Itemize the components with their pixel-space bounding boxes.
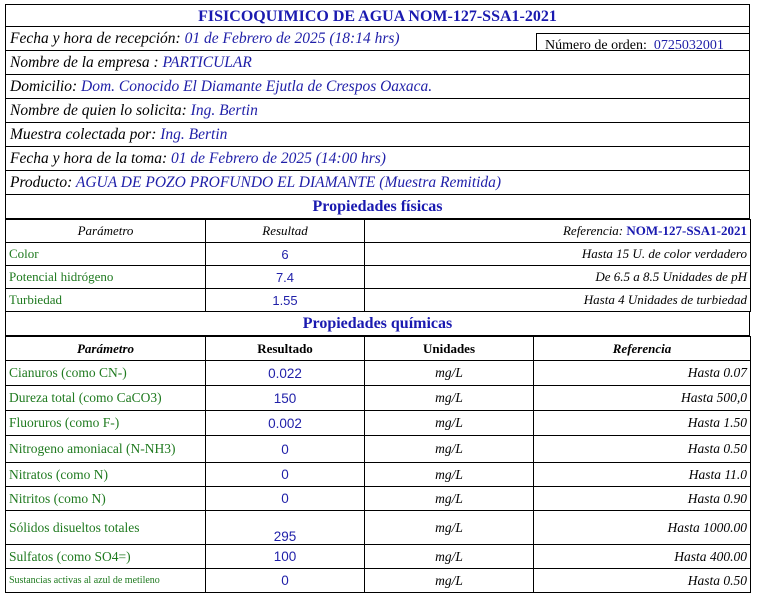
- param-result: 1.55: [206, 289, 365, 312]
- col-referencia: Referencia: [534, 337, 751, 361]
- param-result: 0: [206, 463, 365, 487]
- param-unit: mg/L: [365, 487, 534, 511]
- param-name: Nitritos (como N): [6, 487, 206, 511]
- reception-row: [5, 27, 750, 51]
- param-result: 150: [206, 386, 365, 411]
- param-unit: mg/L: [365, 361, 534, 386]
- param-name: Potencial hidrógeno: [6, 266, 206, 289]
- requester-label: Nombre de quien lo solicita:: [10, 102, 187, 119]
- param-unit: mg/L: [365, 511, 534, 545]
- company-value: PARTICULAR: [162, 54, 252, 71]
- col-unidades: Unidades: [365, 337, 534, 361]
- param-name: Color: [6, 243, 206, 266]
- referencia-label: Referencia:: [562, 223, 624, 238]
- company-row: [5, 51, 750, 75]
- param-result: 0.022: [206, 361, 365, 386]
- reception-label: Fecha y hora de recepción:: [10, 30, 181, 47]
- param-name: Cianuros (como CN-): [6, 361, 206, 386]
- param-reference: Hasta 4 Unidades de turbiedad: [365, 289, 751, 312]
- order-number: 0725032001: [653, 38, 724, 53]
- param-reference: Hasta 400.00: [534, 545, 751, 569]
- param-result: 295: [206, 511, 365, 545]
- referencia-norm: NOM-127-SSA1-2021: [626, 223, 747, 238]
- table-row: [6, 361, 751, 386]
- param-unit: mg/L: [365, 411, 534, 436]
- param-result: 100: [206, 545, 365, 569]
- param-unit: mg/L: [365, 569, 534, 593]
- physical-table: [5, 219, 751, 312]
- product-label: Producto:: [10, 174, 73, 191]
- chemical-rows: [6, 361, 751, 593]
- sampling-row: [5, 147, 750, 171]
- chemical-header-row: [6, 337, 751, 361]
- table-row: [6, 266, 751, 289]
- param-reference: Hasta 15 U. de color verdadero: [365, 243, 751, 266]
- table-row: [6, 411, 751, 436]
- param-reference: Hasta 11.0: [534, 463, 751, 487]
- param-name: Nitratos (como N): [6, 463, 206, 487]
- sampling-value: 01 de Febrero de 2025 (14:00 hrs): [171, 150, 386, 167]
- physical-header-row: [6, 220, 751, 243]
- param-result: 0: [206, 436, 365, 463]
- param-reference: Hasta 0.07: [534, 361, 751, 386]
- param-unit: mg/L: [365, 436, 534, 463]
- param-reference: Hasta 500,0: [534, 386, 751, 411]
- col-parametro: Parámetro: [6, 337, 206, 361]
- param-name: Turbiedad: [6, 289, 206, 312]
- param-reference: Hasta 0.90: [534, 487, 751, 511]
- table-row: [6, 243, 751, 266]
- reception-value: 01 de Febrero de 2025 (18:14 hrs): [184, 30, 400, 47]
- col-resultado: Resultad: [206, 220, 365, 243]
- collector-value: Ing. Bertin: [160, 126, 228, 143]
- param-name: Dureza total (como CaCO3): [6, 386, 206, 411]
- table-row: [6, 511, 751, 545]
- param-result: 0: [206, 487, 365, 511]
- col-parametro: Parámetro: [6, 220, 206, 243]
- chemical-table: [5, 336, 751, 593]
- param-result: 7.4: [206, 266, 365, 289]
- table-row: [6, 463, 751, 487]
- param-result: 0.002: [206, 411, 365, 436]
- col-resultado: Resultado: [206, 337, 365, 361]
- table-row: [6, 487, 751, 511]
- param-name: Sólidos disueltos totales: [6, 511, 206, 545]
- param-name: Fluoruros (como F-): [6, 411, 206, 436]
- param-name: Nitrogeno amoniacal (N-NH3): [6, 436, 206, 463]
- product-row: [5, 171, 750, 195]
- address-row: [5, 75, 750, 99]
- table-row: [6, 386, 751, 411]
- requester-value: Ing. Bertin: [190, 102, 258, 119]
- company-label: Nombre de la empresa :: [10, 54, 159, 71]
- requester-row: [5, 99, 750, 123]
- table-row: [6, 289, 751, 312]
- collector-label: Muestra colectada por:: [10, 126, 157, 143]
- report-title: FISICOQUIMICO DE AGUA NOM-127-SSA1-2021: [5, 4, 750, 27]
- param-reference: Hasta 1000.00: [534, 511, 751, 545]
- param-unit: mg/L: [365, 545, 534, 569]
- order-box: [536, 33, 749, 53]
- address-label: Domicilio:: [10, 78, 78, 95]
- table-row: [6, 569, 751, 593]
- table-row: [6, 545, 751, 569]
- address-value: Dom. Conocido El Diamante Ejutla de Crespos Oaxaca.: [81, 78, 433, 95]
- param-name: Sulfatos (como SO4=): [6, 545, 206, 569]
- collector-row: [5, 123, 750, 147]
- param-result: 6: [206, 243, 365, 266]
- table-row: [6, 436, 751, 463]
- param-reference: Hasta 0.50: [534, 436, 751, 463]
- physical-section-title: Propiedades físicas: [5, 195, 750, 219]
- col-referencia: [365, 220, 751, 243]
- param-unit: mg/L: [365, 463, 534, 487]
- product-value: AGUA DE POZO PROFUNDO EL DIAMANTE (Muestra Remitida): [75, 174, 502, 191]
- param-unit: mg/L: [365, 386, 534, 411]
- param-name: Sustancias activas al azul de metileno: [6, 569, 206, 593]
- param-reference: Hasta 1.50: [534, 411, 751, 436]
- param-result: 0: [206, 569, 365, 593]
- sampling-label: Fecha y hora de la toma:: [10, 150, 168, 167]
- report-sheet: [5, 4, 750, 593]
- param-reference: De 6.5 a 8.5 Unidades de pH: [365, 266, 751, 289]
- chemical-section-title: Propiedades químicas: [5, 312, 750, 336]
- order-label: Número de orden:: [545, 38, 647, 53]
- param-reference: Hasta 0.50: [534, 569, 751, 593]
